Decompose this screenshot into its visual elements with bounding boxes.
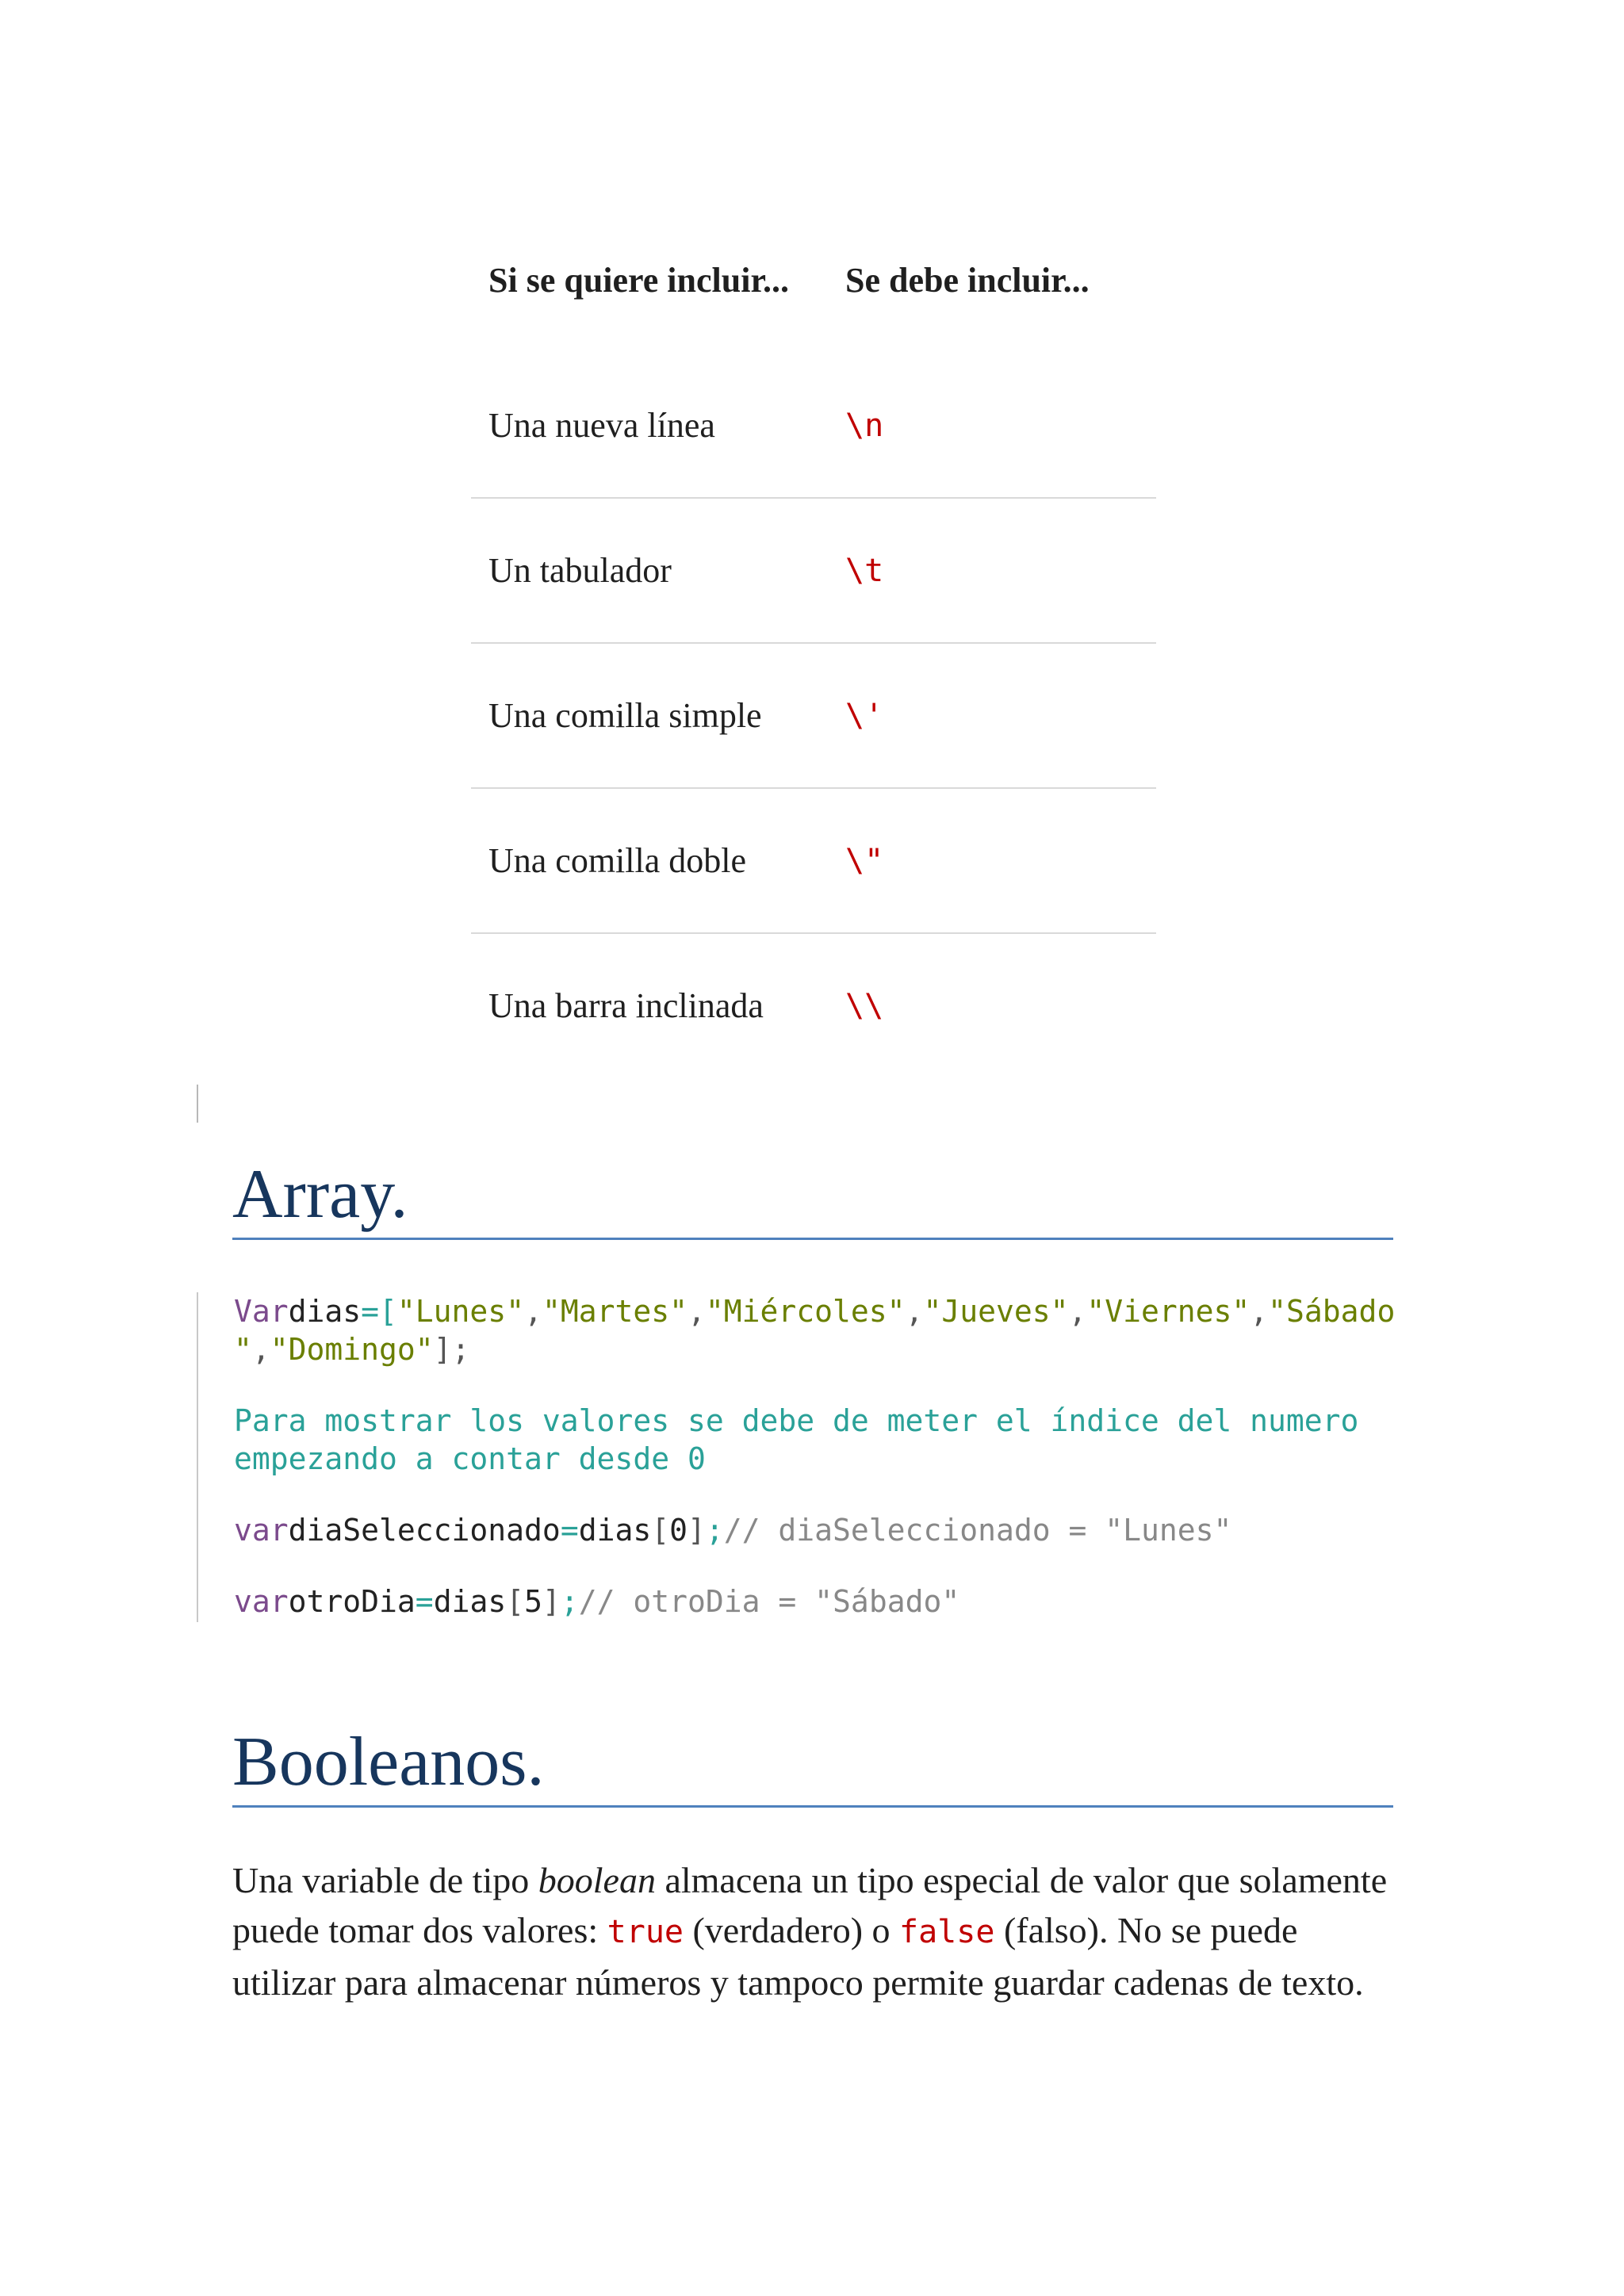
code-punct: ] bbox=[542, 1584, 561, 1619]
code-identifier: dias bbox=[578, 1513, 652, 1548]
paragraph-text: (verdadero) o bbox=[683, 1910, 900, 1950]
code-string: "Viernes" bbox=[1086, 1294, 1251, 1329]
code-punct: ; bbox=[560, 1584, 579, 1619]
code-punct: , bbox=[251, 1332, 270, 1367]
code-number: 0 bbox=[669, 1513, 688, 1548]
code-punct: , bbox=[1250, 1294, 1269, 1329]
code-line-other-day bbox=[234, 1582, 959, 1621]
row-escape-code: \' bbox=[845, 697, 884, 734]
code-identifier: diaSeleccionado bbox=[288, 1513, 561, 1548]
code-comment-line: empezando a contar desde 0 bbox=[234, 1441, 706, 1476]
paragraph-text: Una variable de tipo bbox=[232, 1860, 538, 1900]
table-row bbox=[471, 933, 1156, 1077]
row-label: Una comilla doble bbox=[488, 841, 747, 880]
array-code-block bbox=[197, 1292, 1404, 1622]
code-string: "Jueves" bbox=[923, 1294, 1069, 1329]
code-identifier: otroDia bbox=[288, 1584, 416, 1619]
row-label: Una nueva línea bbox=[488, 406, 715, 445]
row-escape-code: \" bbox=[845, 842, 884, 879]
code-punct: , bbox=[905, 1294, 924, 1329]
code-operator: =[ bbox=[361, 1294, 397, 1329]
code-comment-line: Para mostrar los valores se debe de meter el índice del numero bbox=[234, 1403, 1359, 1438]
code-string: " bbox=[234, 1332, 252, 1367]
code-keyword: var bbox=[234, 1513, 289, 1548]
code-string: "Sábado bbox=[1268, 1294, 1396, 1329]
row-label: Una barra inclinada bbox=[488, 986, 764, 1025]
code-punct: ]; bbox=[433, 1332, 470, 1367]
code-keyword: var bbox=[234, 1584, 289, 1619]
code-comment: // otroDia = "Sábado" bbox=[578, 1584, 960, 1619]
array-heading: Array. bbox=[232, 1154, 1393, 1240]
code-identifier: dias bbox=[288, 1294, 362, 1329]
column-header-want: Si se quiere incluir... bbox=[488, 260, 789, 300]
code-punct: [ bbox=[506, 1584, 525, 1619]
code-punct: , bbox=[688, 1294, 706, 1329]
paragraph-text: (falso). No se puede utilizar para almacenar números y tampoco permite guardar cadenas de texto. bbox=[232, 1910, 1364, 2003]
code-line-array-declaration bbox=[234, 1292, 1395, 1330]
code-number: 5 bbox=[524, 1584, 542, 1619]
column-header-include: Se debe incluir... bbox=[845, 260, 1090, 300]
code-string: "Martes" bbox=[542, 1294, 688, 1329]
row-escape-code: \n bbox=[845, 407, 884, 444]
code-keyword: Var bbox=[234, 1294, 289, 1329]
paragraph-emphasis: boolean bbox=[538, 1860, 656, 1900]
code-string: "Miércoles" bbox=[705, 1294, 906, 1329]
code-identifier: dias bbox=[433, 1584, 507, 1619]
code-string: "Domingo" bbox=[270, 1332, 434, 1367]
code-operator: = bbox=[415, 1584, 434, 1619]
table-row bbox=[471, 643, 1156, 788]
escape-sequence-table bbox=[471, 230, 1156, 1077]
code-punct: ; bbox=[705, 1513, 724, 1548]
table-row bbox=[471, 498, 1156, 643]
inline-code-false: false bbox=[899, 1914, 995, 1950]
row-label: Una comilla simple bbox=[488, 696, 762, 735]
table-row bbox=[471, 788, 1156, 933]
inline-code-true: true bbox=[607, 1914, 684, 1950]
row-label: Un tabulador bbox=[488, 551, 672, 590]
paragraph-text: almacena un tipo especial de valor que solamente puede tomar dos valores: bbox=[232, 1860, 1388, 1950]
code-punct: [ bbox=[651, 1513, 670, 1548]
code-line-selected-day bbox=[234, 1511, 1231, 1549]
code-comment: // diaSeleccionado = "Lunes" bbox=[723, 1513, 1232, 1548]
row-escape-code: \\ bbox=[845, 987, 884, 1024]
code-operator: = bbox=[560, 1513, 579, 1548]
booleans-paragraph bbox=[232, 1855, 1398, 2007]
table-header-row bbox=[471, 230, 1156, 354]
code-line-array-continuation bbox=[234, 1330, 469, 1368]
row-escape-code: \t bbox=[845, 552, 884, 589]
table-row bbox=[471, 354, 1156, 498]
code-string: "Lunes" bbox=[396, 1294, 525, 1329]
code-punct: , bbox=[1068, 1294, 1087, 1329]
code-punct: ] bbox=[688, 1513, 706, 1548]
code-punct: , bbox=[524, 1294, 542, 1329]
booleans-heading: Booleanos. bbox=[232, 1722, 1393, 1808]
text-cursor-marker bbox=[197, 1085, 198, 1123]
